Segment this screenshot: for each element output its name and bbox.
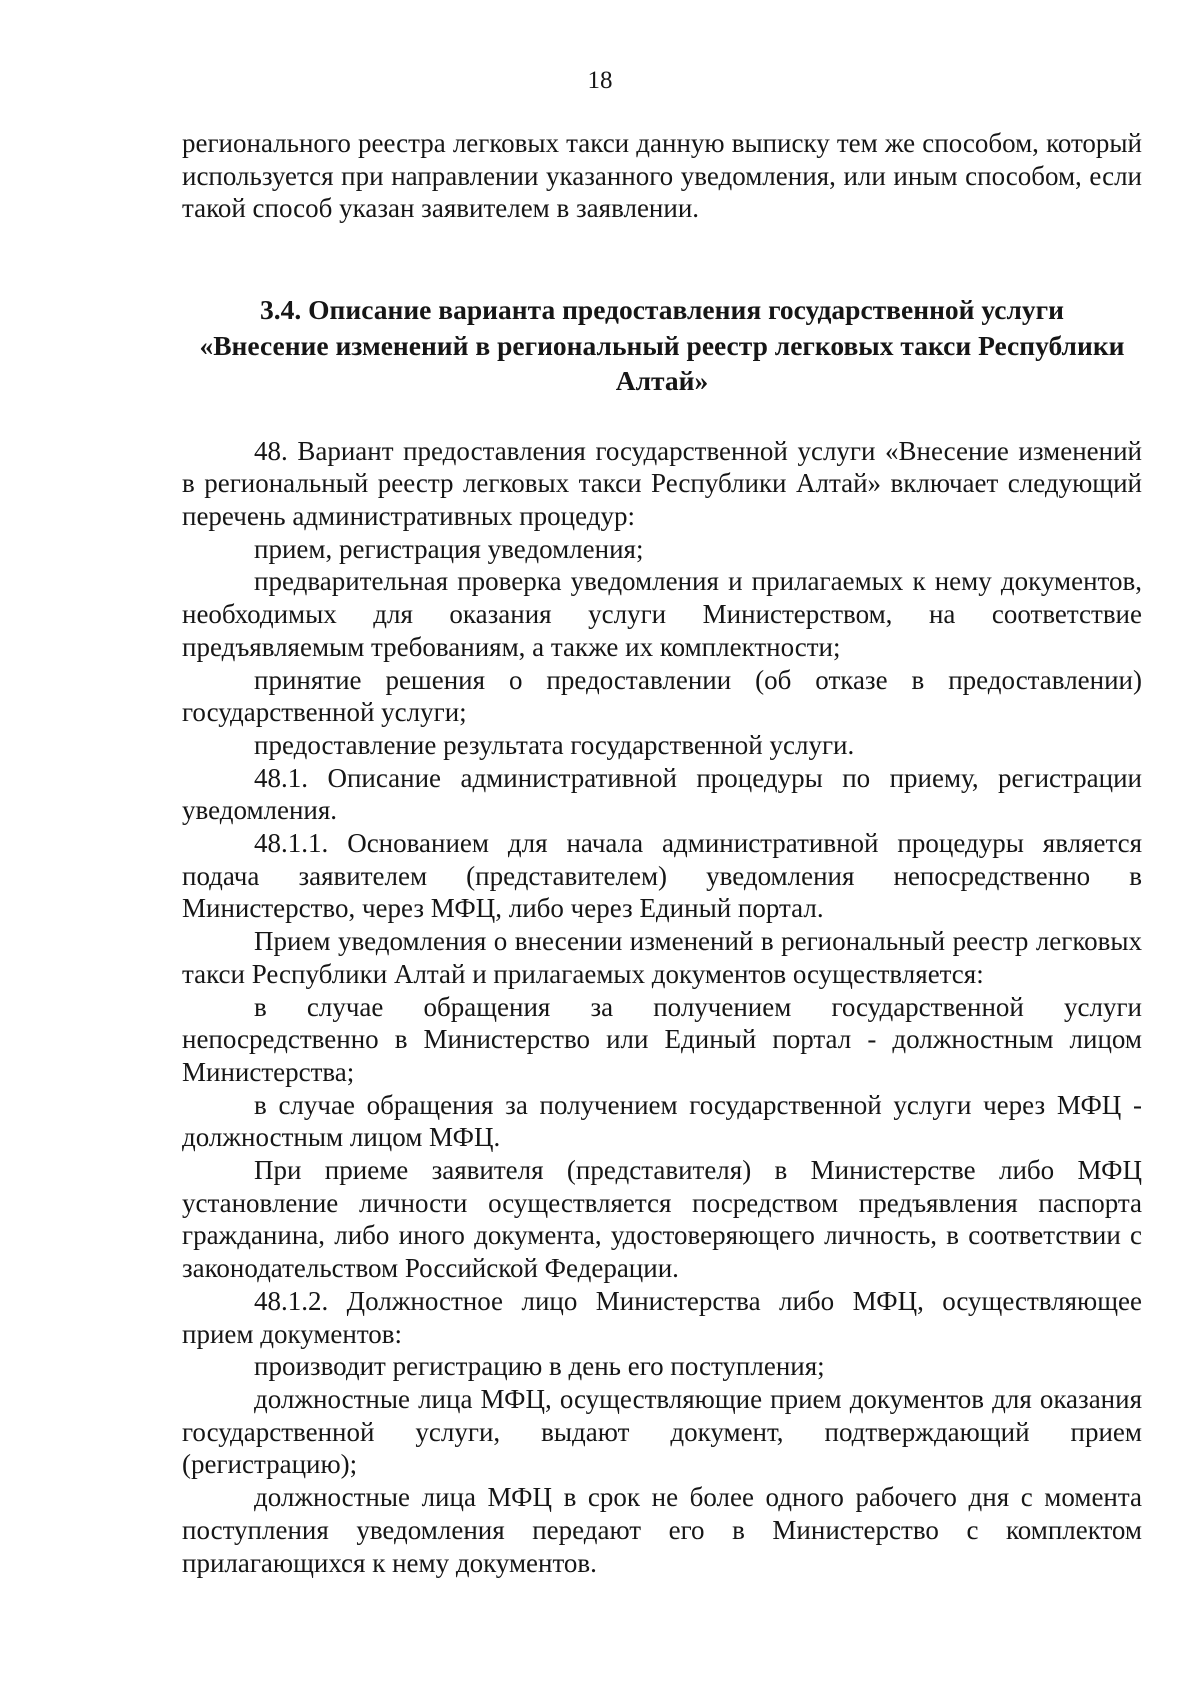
procedure-item-decision: принятие решения о предоставлении (об отказе в предоставлении) государственной услуги; <box>182 664 1142 728</box>
case-ministry-or-portal: в случае обращения за получением государственной услуги непосредственно в Министерство или Единый портал - должностным лицом Министерства; <box>182 991 1142 1087</box>
procedure-item-preliminary-check: предварительная проверка уведомления и прилагаемых к нему документов, необходимых для оказания услуги Министерством, на соответствие предъявляемым требованиям, а также их комплектности; <box>182 566 1142 662</box>
section-heading-line-2: «Внесение изменений в региональный реестр легковых такси Республики <box>199 329 1125 361</box>
case-mfc: в случае обращения за получением государственной услуги через МФЦ - должностным лицом МФЦ. <box>182 1089 1142 1153</box>
section-heading <box>182 292 1142 399</box>
paragraph-48-1: 48.1. Описание административной процедуры по приему, регистрации уведомления. <box>182 762 1142 826</box>
section-heading-line-1: 3.4. Описание варианта предоставления государственной услуги <box>260 294 1064 326</box>
page-number: 18 <box>587 67 613 94</box>
intro-paragraph: регионального реестра легковых такси данную выписку тем же способом, который используется при направлении указанного уведомления, или иным способом, если такой способ указан заявителем в заявлении. <box>182 128 1142 224</box>
duty-transfer-to-ministry: должностные лица МФЦ в срок не более одного рабочего дня с момента поступления уведомления передают его в Министерство с комплектом прилагающихся к нему документов. <box>182 1482 1142 1578</box>
paragraph-notification-reception: Прием уведомления о внесении изменений в региональный реестр легковых такси Республики Алтай и прилагаемых документов осуществляется: <box>182 926 1142 989</box>
duty-issue-confirmation: должностные лица МФЦ, осуществляющие прием документов для оказания государственной услуги, выдают документ, подтверждающий прием (регистрацию); <box>182 1384 1142 1480</box>
document-body <box>182 127 1142 1579</box>
paragraph-48: 48. Вариант предоставления государственной услуги «Внесение изменений в региональный реестр легковых такси Республики Алтай» включает следующий перечень административных процедур: <box>182 435 1142 532</box>
section-heading-line-3: Алтай» <box>615 365 709 397</box>
duty-registration: производит регистрацию в день его поступления; <box>254 1351 825 1382</box>
paragraph-identity-check: При приеме заявителя (представителя) в Министерстве либо МФЦ установление личности осуществляется посредством предъявления паспорта гражданина, либо иного документа, удостоверяющего личность, в соответствии с законодательством Российской Федерации. <box>182 1155 1142 1284</box>
procedure-item-result: предоставление результата государственной услуги. <box>254 729 855 760</box>
paragraph-48-1-1: 48.1.1. Основанием для начала административной процедуры является подача заявителем (представителем) уведомления непосредственно в Министерство, через МФЦ, либо через Единый портал. <box>182 828 1142 924</box>
procedure-item-reception: прием, регистрация уведомления; <box>254 533 644 564</box>
paragraph-48-1-2: 48.1.2. Должностное лицо Министерства либо МФЦ, осуществляющее прием документов: <box>182 1285 1142 1349</box>
